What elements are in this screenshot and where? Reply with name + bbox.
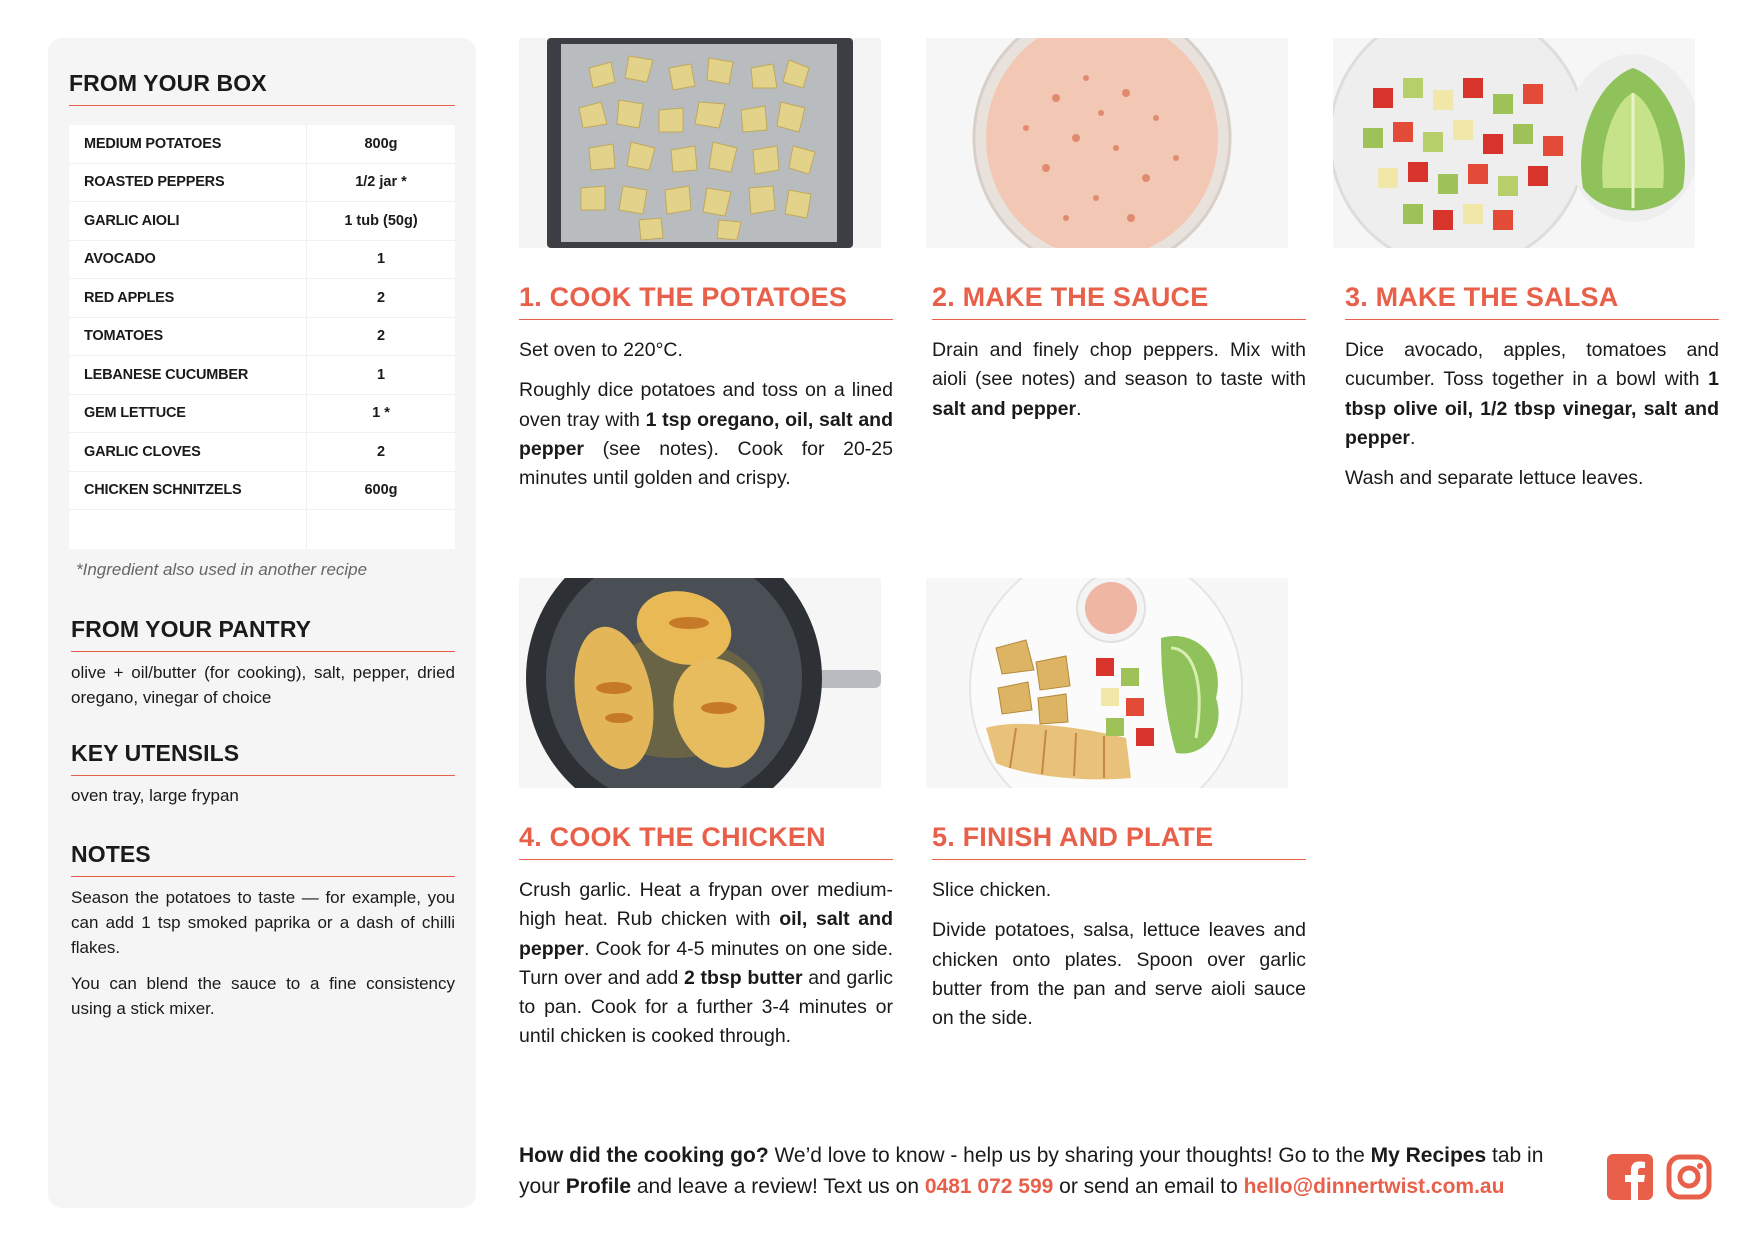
step-5-body [932,876,1306,1044]
step-3-body [1345,336,1719,504]
table-row [69,279,455,318]
pantry-heading: FROM YOUR PANTRY [71,616,455,652]
pantry-text: olive + oil/butter (for cooking), salt, pepper, dried oregano, vinegar of choice [71,663,455,707]
ingredient-name: GEM LETTUCE [69,395,307,433]
notes-paragraph: You can blend the sauce to a fine consistency using a stick mixer. [71,974,455,1018]
table-row [69,125,455,164]
step-4-body [519,876,893,1063]
my-recipes-label: My Recipes [1370,1144,1487,1167]
table-row [69,202,455,241]
ingredients-table [69,125,455,549]
ingredient-qty: 2 [376,328,386,345]
utensils-heading: KEY UTENSILS [71,740,455,776]
step-5-title: 5. FINISH AND PLATE [932,822,1306,860]
notes-body [71,885,455,1032]
step-1-body [519,336,893,504]
ingredient-name: TOMATOES [69,318,307,356]
ingredient-qty: 1 tub (50g) [344,212,418,229]
step-paragraph: Dice avocado, apples, tomatoes and cucumber. Toss together in a bowl with 1 tbsp olive oil, 1/2 tbsp vinegar, salt and pepper. [1345,339,1719,449]
ingredient-name: ROASTED PEPPERS [69,164,307,202]
ingredient-qty: 1 * [372,405,390,422]
from-your-box-heading: FROM YOUR BOX [69,70,455,106]
step-2-photo [926,38,1288,248]
step-paragraph: Wash and separate lettuce leaves. [1345,467,1644,490]
table-row [69,356,455,395]
footer-question: How did the cooking go? [519,1144,769,1167]
step-4-title: 4. COOK THE CHICKEN [519,822,893,860]
table-row [69,395,455,434]
ingredient-qty: 1 [376,251,386,268]
ingredient-qty: 1 [376,366,386,383]
step-2-title: 2. MAKE THE SAUCE [932,282,1306,320]
step-paragraph: Drain and finely chop peppers. Mix with aioli (see notes) and season to taste with salt and pepper. [932,339,1306,420]
step-paragraph: Crush garlic. Heat a frypan over medium-high heat. Rub chicken with oil, salt and pepper. Cook for 4-5 minutes on one side. Turn over and add 2 tbsp butter and garlic to pan. Cook for a further 3-4 minutes or until chicken is cooked through. [519,879,894,1048]
notes-heading: NOTES [71,841,455,877]
ingredient-name: RED APPLES [69,279,307,317]
step-paragraph: Set oven to 220°C. [519,339,683,361]
ingredient-name: MEDIUM POTATOES [69,125,307,163]
ingredient-name: AVOCADO [69,241,307,279]
table-row [69,472,455,511]
facebook-icon[interactable] [1607,1154,1653,1200]
table-row [69,433,455,472]
phone-link[interactable]: 0481 072 599 [924,1175,1054,1198]
ingredient-name [69,510,307,549]
table-row [69,510,455,549]
step-paragraph: Divide potatoes, salsa, lettuce leaves and chicken onto plates. Spoon over garlic butter from the pan and serve aioli sauce on the side. [932,919,1306,1030]
step-4-photo [519,578,881,788]
ingredient-qty: 2 [376,443,386,460]
ingredients-sidebar [48,38,476,1208]
table-row [69,318,455,357]
profile-label: Profile [565,1175,632,1198]
notes-paragraph: Season the potatoes to taste — for example, you can add 1 tsp smoked paprika or a dash of chilli flakes. [71,888,455,957]
table-row [69,241,455,280]
ingredient-name: GARLIC AIOLI [69,202,307,240]
step-paragraph: Slice chicken. [932,879,1052,901]
step-5-photo [926,578,1288,788]
ingredient-qty: 800g [364,135,398,152]
utensils-text: oven tray, large frypan [71,786,239,805]
email-link[interactable]: hello@dinnertwist.com.au [1243,1175,1505,1198]
ingredient-qty: 600g [364,482,398,499]
step-2-body [932,336,1306,435]
ingredient-name: LEBANESE CUCUMBER [69,356,307,394]
ingredient-name: CHICKEN SCHNITZELS [69,472,307,510]
table-row [69,164,455,203]
step-1-photo [519,38,881,248]
ingredient-qty: 2 [376,289,386,306]
step-paragraph: Roughly dice potatoes and toss on a lined oven tray with 1 tsp oregano, oil, salt and pepper (see notes). Cook for 20-25 minutes until golden and crispy. [519,379,893,490]
ingredient-name: GARLIC CLOVES [69,433,307,471]
step-3-title: 3. MAKE THE SALSA [1345,282,1719,320]
feedback-footer: How did the cooking go? We’d love to know - help us by sharing your thoughts! Go to the My Recipes tab in your Profile and leave a review! Text us on 0481 072 599 or send an email to hello@dinnertwist.com.au [519,1144,1544,1198]
step-3-photo [1333,38,1695,248]
instagram-icon[interactable] [1666,1154,1712,1200]
step-1-title: 1. COOK THE POTATOES [519,282,893,320]
ingredient-footnote: *Ingredient also used in another recipe [76,560,368,579]
ingredient-qty: 1/2 jar * [355,174,407,191]
